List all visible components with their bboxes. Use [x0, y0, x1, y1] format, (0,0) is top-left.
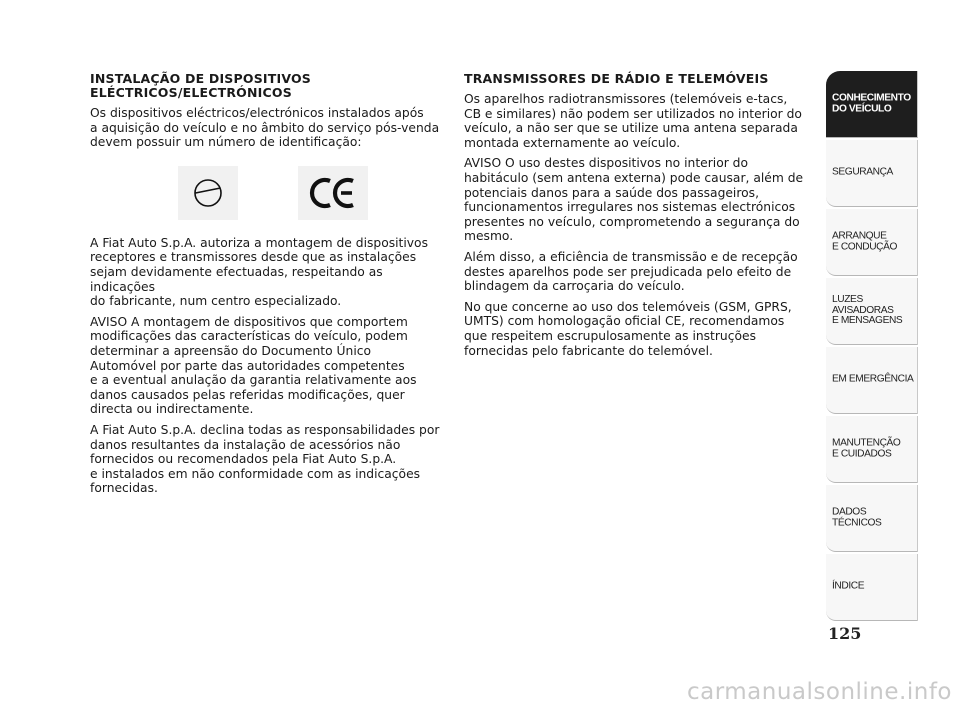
tab-label: SEGURANÇA	[832, 166, 893, 178]
tab-seguranca[interactable]	[826, 140, 918, 207]
paragraph-transmitters: Os aparelhos radiotransmissores (telemóveis e-tacs, CB e similares) não podem ser utilizados no interior do veículo, a não ser que se utilize uma antena separada montada externamente ao veículo.	[464, 92, 802, 150]
page-number: 125	[828, 624, 862, 643]
tab-label: ARRANQUE E CONDUÇÃO	[832, 230, 898, 252]
tab-dados-tecnicos[interactable]	[826, 485, 918, 552]
intro-paragraph: Os dispositivos eléctricos/electrónicos instalados após a aquisição do veículo e no âmbito do serviço pós-venda devem possuir um número de identificação:	[90, 106, 440, 150]
paragraph-liability: A Fiat Auto S.p.A. declina todas as responsabilidades por danos resultantes da instalação de acessórios não fornecidos ou recomendados pela Fiat Auto S.p.A. e instalados em não conformidade com as indicações fornecidas.	[90, 422, 440, 496]
section-heading-installation: INSTALAÇÃO DE DISPOSITIVOS ELÉCTRICOS/ELECTRÓNICOS	[90, 71, 312, 100]
tab-label: EM EMERGÊNCIA	[832, 373, 914, 385]
e-mark-icon	[178, 166, 238, 220]
right-column	[464, 72, 809, 364]
paragraph-warning-antenna: AVISO O uso destes dispositivos no interior do habitáculo (sem antena externa) pode causar, além de potenciais danos para a saúde dos passageiros, funcionamentos irregulares nos sistemas electrónicos presentes no veículo, comprometendo a segurança do mesmo.	[464, 156, 804, 244]
section-heading-transmitters: TRANSMISSORES DE RÁDIO E TELEMÓVEIS	[464, 71, 769, 86]
paragraph-mobile-phones: No que concerne ao uso dos telemóveis (GSM, GPRS, UMTS) com homologação oficial CE, recomendamos que respeitem escrupulosamente as instruções fornecidas pelo fabricante do telemóvel.	[464, 299, 792, 358]
tab-label: CONHECIMENTO DO VEÍCULO	[832, 92, 911, 114]
paragraph-shielding: Além disso, a eficiência de transmissão e de recepção destes aparelhos pode ser prejudicada pelo efeito de blindagem da carroçaria do veículo.	[464, 249, 798, 294]
watermark: carmanualsonline.info	[686, 679, 952, 705]
ce-mark-icon	[298, 166, 368, 220]
left-column	[90, 72, 450, 502]
paragraph-warning-modifications: AVISO A montagem de dispositivos que comportem modificações das características do veículo, podem determinar a apreensão do Documento Único Automóvel por parte das autoridades competentes e a eventual anulação da garantia relativamente aos danos causados pelas referidas modificações, quer directa ou indirectamente.	[90, 314, 417, 417]
paragraph-authorization: A Fiat Auto S.p.A. autoriza a montagem de dispositivos receptores e transmissores desde que as instalações sejam devidamente efectuadas, respeitando as indicações do fabricante, num centro especializado.	[90, 235, 428, 309]
chapter-tabs	[826, 71, 918, 623]
certification-symbols	[90, 156, 450, 230]
tab-conhecimento-do-veiculo[interactable]	[826, 71, 918, 138]
tab-label: DADOS TÉCNICOS	[832, 506, 882, 528]
tab-label: LUZES AVISADORAS E MENSAGENS	[832, 294, 903, 327]
tab-em-emergencia[interactable]	[826, 347, 918, 414]
tab-manutencao-e-cuidados[interactable]	[826, 416, 918, 483]
tab-indice[interactable]	[826, 554, 918, 621]
tab-luzes-avisadoras[interactable]	[826, 278, 918, 345]
tab-label: MANUTENÇÃO E CUIDADOS	[832, 437, 901, 459]
tab-arranque-e-conducao[interactable]	[826, 209, 918, 276]
tab-label: ÍNDICE	[832, 580, 865, 592]
